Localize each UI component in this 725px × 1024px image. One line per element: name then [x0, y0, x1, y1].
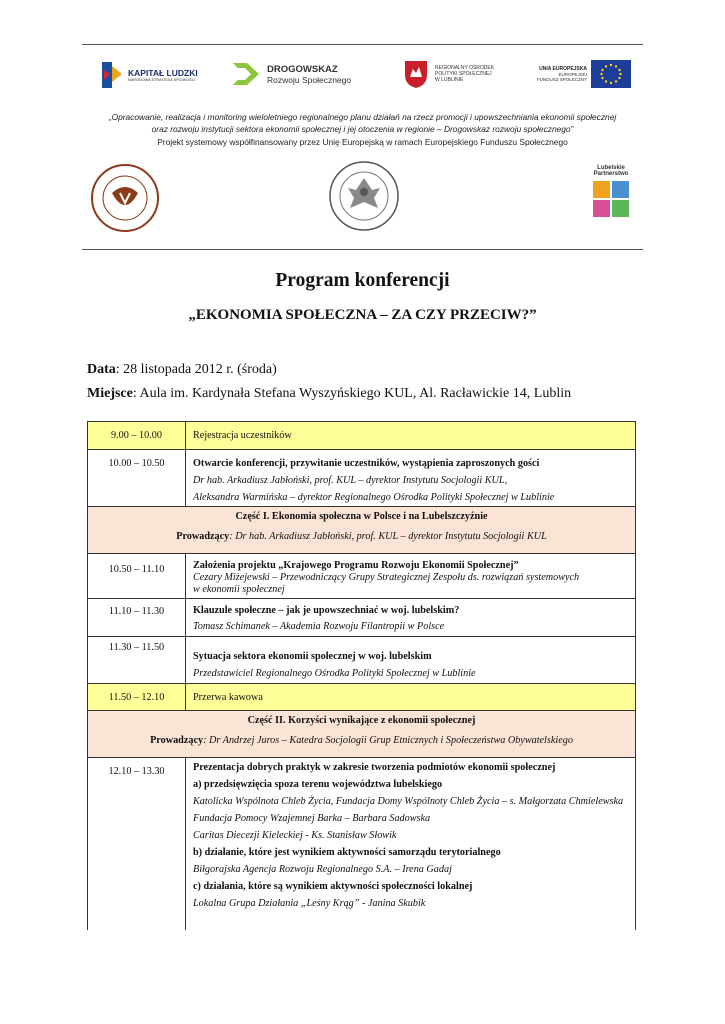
section-heading: c) działania, które są wynikiem aktywności społeczności lokalnej	[193, 881, 473, 892]
page-subtitle: „EKONOMIA SPOŁECZNA – ZA CZY PRZECIW?”	[188, 307, 537, 323]
place-label: Miejsce	[87, 386, 133, 401]
row-time: 11.50 – 12.10	[88, 684, 186, 711]
round-seal-icon	[90, 163, 160, 233]
page-title: Program konferencji	[275, 270, 450, 291]
intro-line-1: „Opracowanie, realizacja i monitoring wieloletniego regionalnego planu działań na rzecz promocji i upowszechniania ekonomii społecznej	[108, 112, 617, 122]
section-heading: a) przedsięwzięcia spoza terenu województwa lubelskiego	[193, 779, 443, 790]
event-place	[87, 386, 571, 402]
program-row-opening	[88, 450, 636, 507]
lubelskie-partnerstwo-logo	[591, 165, 631, 221]
row-content	[186, 554, 636, 599]
ue-line1: UNIA EUROPEJSKA	[539, 66, 587, 72]
part-content	[88, 507, 636, 554]
row-title: Założenia projektu „Krajowego Programu Rozwoju Ekonomii Społecznej”	[193, 560, 519, 571]
program-row-klauzule	[88, 599, 636, 637]
date-value: : 28 listopada 2012 r. (środa)	[115, 362, 277, 377]
row-time: 10.50 – 11.10	[88, 554, 186, 599]
ue-logo	[531, 58, 631, 90]
program-row-dobre-praktyki	[88, 758, 636, 930]
header-rule	[82, 249, 643, 250]
row-content	[186, 637, 636, 684]
section-heading: b) działanie, które jest wynikiem aktywności samorządu terytorialnego	[193, 847, 501, 858]
program-row-sytuacja	[88, 637, 636, 684]
rops-logo	[403, 57, 518, 91]
intro-line-2: oraz rozwoju instytucji sektora ekonomii społecznej i jej otoczenia w regionie – Drogowskaz rozwoju społecznego”	[151, 124, 574, 135]
drogowskaz-sub: Rozwoju Społecznego	[267, 74, 352, 85]
row-content	[186, 450, 636, 507]
speaker-line: Tomasz Schimanek – Akademia Rozwoju Filantropii w Polsce	[193, 621, 445, 632]
part-title: Część II. Korzyści wynikające z ekonomii społecznej	[247, 715, 476, 726]
kapital-ludzki-sub: NARODOWA STRATEGIA SPÓJNOŚCI	[128, 78, 196, 82]
program-part-2	[88, 711, 636, 758]
speaker-line: Fundacja Pomocy Wzajemnej Barka – Barbara Sadowska	[193, 813, 431, 824]
drogowskaz-logo	[231, 58, 361, 90]
speaker-line: Katolicka Wspólnota Chleb Życia, Fundacja Domy Wspólnoty Chleb Życia – s. Małgorzata Chmielewska	[193, 796, 624, 807]
date-label: Data	[87, 362, 116, 377]
row-title: Klauzule społeczne – jak je upowszechniać w woj. lubelskim?	[193, 605, 460, 616]
place-value: : Aula im. Kardynała Stefana Wyszyńskiego KUL, Al. Racławickie 14, Lublin	[132, 386, 572, 401]
university-seal-icon	[328, 160, 400, 232]
intro-line-3: Projekt systemowy współfinansowany przez Unię Europejską w ramach Europejskiego Funduszu Społecznego	[157, 136, 568, 147]
kapital-ludzki-title: KAPITAŁ LUDZKI	[128, 68, 198, 78]
bank-zywnosci-seal	[90, 163, 160, 233]
top-rule	[82, 44, 643, 45]
row-title: Otwarcie konferencji, przywitanie uczestników, wystąpienia zaproszonych gości	[193, 458, 540, 469]
speaker-line: Cezary Miżejewski – Przewodniczący Grupy Strategicznej Zespołu ds. rozwiązań systemowych	[193, 572, 580, 583]
row-time: 11.30 – 11.50	[88, 637, 186, 684]
lp-line2: Partnerstwo	[593, 171, 629, 177]
row-title: Prezentacja dobrych praktyk w zakresie tworzenia podmiotów ekonomii społecznej	[193, 762, 556, 773]
speaker-line: Caritas Diecezji Kieleckiej - Ks. Stanisław Słowik	[193, 830, 397, 841]
part-title: Część I. Ekonomia społeczna w Polsce i na Lubelszczyźnie	[235, 511, 488, 522]
drogowskaz-arrow-icon	[231, 59, 261, 89]
moderator-name: : Dr hab. Arkadiusz Jabłoński, prof. KUL – dyrektor Instytutu Socjologii KUL	[229, 531, 547, 542]
moderator-label: Prowadzący	[176, 531, 230, 542]
speaker-line: Dr hab. Arkadiusz Jabłoński, prof. KUL – dyrektor Instytutu Socjologii KUL,	[193, 475, 508, 486]
rops-line1: REGIONALNY OŚRODEK	[435, 65, 495, 71]
kapital-ludzki-emblem-icon	[100, 60, 124, 90]
program-table	[87, 421, 636, 930]
program-row-break	[88, 684, 636, 711]
ue-line3: FUNDUSZ SPOŁECZNY	[536, 77, 587, 82]
row-time: 11.10 – 11.30	[88, 599, 186, 637]
program-row-registration	[88, 422, 636, 450]
row-content	[186, 758, 636, 930]
part-content	[88, 711, 636, 758]
puzzle-icon	[591, 179, 631, 221]
speaker-line: Biłgorajska Agencja Rozwoju Regionalnego S.A. – Irena Gadaj	[193, 864, 452, 875]
row-content	[186, 599, 636, 637]
event-date	[87, 362, 277, 378]
kul-seal	[328, 160, 400, 232]
row-title: Rejestracja uczestników	[186, 422, 636, 450]
rops-line2: POLITYKI SPOŁECZNEJ	[435, 71, 492, 77]
part-moderator	[88, 731, 635, 751]
speaker-line: w ekonomii społecznej	[193, 584, 285, 595]
row-time: 10.00 – 10.50	[88, 450, 186, 507]
moderator-name: : Dr Andrzej Juros – Katedra Socjologii Grup Etnicznych i Społeczeństwa Obywatelskiego	[203, 735, 573, 746]
program-part-1	[88, 507, 636, 554]
rops-line3: W LUBLINIE	[435, 77, 464, 83]
ue-line2: EUROPEJSKI	[558, 72, 587, 77]
row-time: 9.00 – 10.00	[88, 422, 186, 450]
rops-shield-icon	[403, 59, 429, 89]
speaker-line: Aleksandra Warmińska – dyrektor Regionalnego Ośrodka Polityki Społecznej w Lublinie	[193, 492, 555, 503]
program-row-kpres	[88, 554, 636, 599]
row-title: Sytuacja sektora ekonomii społecznej w woj. lubelskim	[193, 651, 432, 662]
eu-flag-icon	[591, 60, 631, 88]
kapital-ludzki-logo	[100, 58, 210, 92]
row-title: Przerwa kawowa	[186, 684, 636, 711]
moderator-label: Prowadzący	[150, 735, 204, 746]
row-time: 12.10 – 13.30	[88, 758, 186, 930]
lp-line1: Lubelskie	[597, 165, 625, 171]
drogowskaz-title: DROGOWSKAZ	[267, 63, 338, 75]
part-moderator	[88, 527, 635, 547]
speaker-line: Lokalna Grupa Działania „Leśny Krąg” - Janina Skubik	[193, 898, 426, 909]
project-intro	[70, 111, 655, 148]
speaker-line: Przedstawiciel Regionalnego Ośrodka Polityki Społecznej w Lublinie	[193, 668, 476, 679]
